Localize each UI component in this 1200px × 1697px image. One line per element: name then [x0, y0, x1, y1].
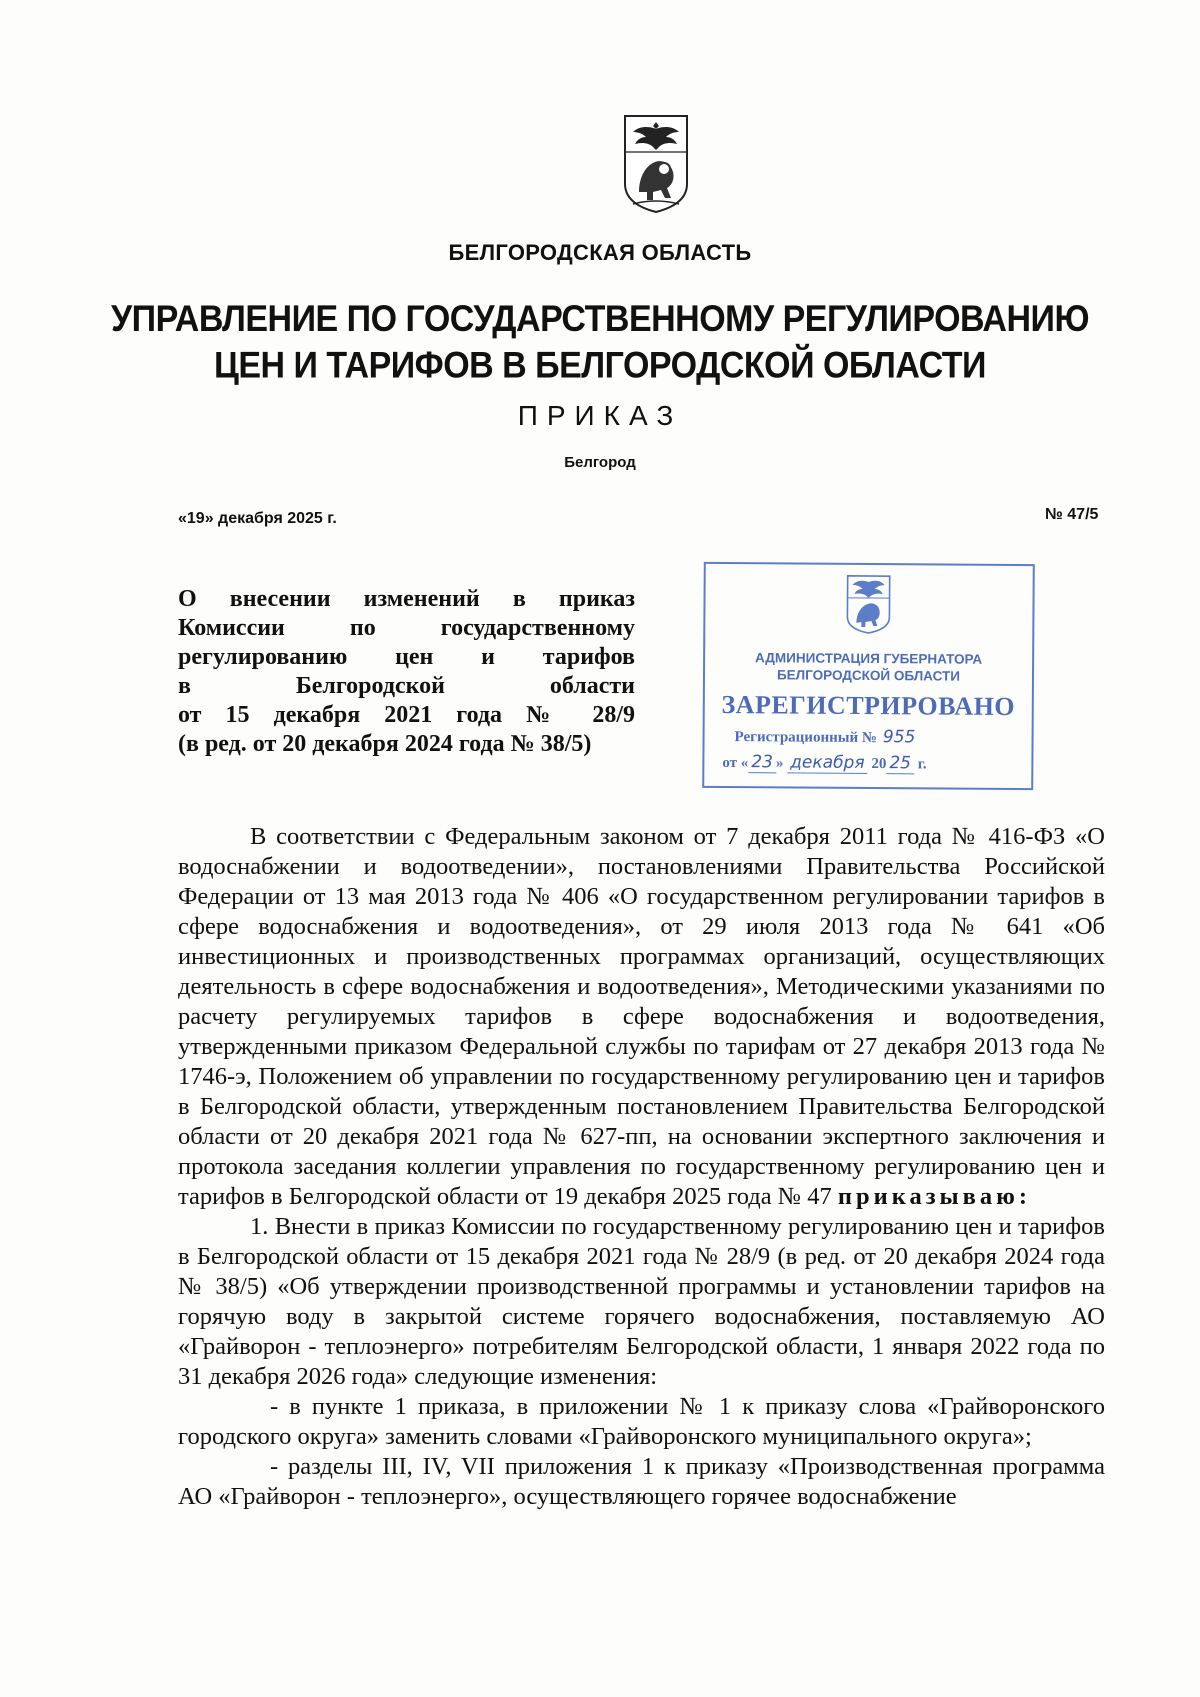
stamp-registration-date	[722, 752, 926, 774]
registration-stamp	[702, 562, 1035, 790]
stamp-reg-label: Регистрационный №	[734, 729, 878, 747]
document-body	[178, 822, 1105, 1512]
document-number: № 47/5	[1045, 506, 1099, 523]
stamp-date-suffix: г.	[917, 756, 927, 773]
subject-line: в Белгородской области	[178, 673, 635, 699]
stamp-date-mid: »	[775, 755, 784, 772]
stamp-date-day-handwritten: 23	[748, 752, 776, 773]
region-label: БЕЛГОРОДСКАЯ ОБЛАСТЬ	[448, 240, 752, 265]
subject-line: регулированию цен и тарифов	[178, 644, 635, 670]
order-keyword: приказываю:	[837, 1183, 1032, 1210]
stamp-title: ЗАРЕГИСТРИРОВАНО	[721, 689, 1016, 722]
stamp-org-line: АДМИНИСТРАЦИЯ ГУБЕРНАТОРА	[755, 650, 983, 667]
authority-title-line: УПРАВЛЕНИЕ ПО ГОСУДАРСТВЕННОМУ РЕГУЛИРОВАНИЮ	[110, 298, 1090, 340]
stamp-reg-number-handwritten: 955	[882, 727, 916, 748]
amendment-bullet: - в пункте 1 приказа, в приложении № 1 к приказу слова «Грайворонского городского округа» заменить словами «Грайворонского муниципального округа»;	[178, 1393, 1105, 1450]
authority-title	[0, 297, 1200, 390]
stamp-registration-number	[735, 726, 916, 747]
coat-of-arms-icon	[619, 112, 693, 214]
preamble-paragraph	[178, 822, 1105, 1212]
authority-title-line: ЦЕН И ТАРИФОВ В БЕЛГОРОДСКОЙ ОБЛАСТИ	[213, 345, 986, 387]
document-type: ПРИКАЗ	[517, 400, 683, 431]
preamble-text: В соответствии с Федеральным законом от 7 декабря 2011 года № 416-ФЗ «О водоснабжении и водоотведении», постановлениями Правительства Российской Федерации от 13 мая 2013 года № 406 «О государственном регулировании тарифов в сфере водоснабжения и водоотведения», от 29 июля 2013 года № 641 «Об инвестиционных и производственных программах организаций, осуществляющих деятельность в сфере водоснабжения и водоотведения», Методическими указаниями по расчету регулируемых тарифов в сфере водоснабжения и водоотведения, утвержденными приказом Федеральной службы по тарифам от 27 декабря 2013 года № 1746-э, Положением об управлении по государственному регулированию цен и тарифов в Белгородской области, утвержденным постановлением Правительства Белгородской области от 20 декабря 2021 года № 627-пп, на основании экспертного заключения и протокола заседания коллегии управления по государственному регулированию цен и тарифов в Белгородской области от 19 декабря 2025 года № 47	[178, 823, 1105, 1210]
subject-line: (в ред. от 20 декабря 2024 года № 38/5)	[178, 731, 592, 757]
stamp-organization	[705, 649, 1032, 685]
document-subject	[178, 585, 635, 759]
document-city: Белгород	[564, 454, 636, 471]
stamp-date-year-prefix: 20	[871, 756, 887, 773]
stamp-date-prefix: от «	[722, 754, 749, 772]
stamp-coat-of-arms-icon	[843, 573, 893, 635]
order-item-1: 1. Внести в приказ Комиссии по государственному регулированию цен и тарифов в Белгородской области от 15 декабря 2021 года № 28/9 (в ред. от 20 декабря 2024 года № 38/5) «Об утверждении производственной программы и установлении тарифов на горячую воду в закрытой системе горячего водоснабжения, поставляемую АО «Грайворон - теплоэнерго» потребителям Белгородской области, 1 января 2022 года по 31 декабря 2026 года» следующие изменения:	[178, 1213, 1105, 1390]
amendment-bullet: - разделы III, IV, VII приложения 1 к приказу «Производственная программа АО «Грайворон - теплоэнерго», осуществляющего горячее водоснабжение	[178, 1453, 1105, 1510]
subject-line: О внесении изменений в приказ	[178, 586, 635, 612]
document-date: «19» декабря 2025 г.	[178, 510, 337, 527]
stamp-date-year-handwritten: 25	[886, 753, 914, 774]
stamp-org-line: БЕЛГОРОДСКОЙ ОБЛАСТИ	[776, 667, 961, 684]
subject-line: от 15 декабря 2021 года № 28/9	[178, 702, 635, 728]
subject-line: Комиссии по государственному	[178, 615, 635, 641]
stamp-date-month-handwritten: декабря	[787, 752, 868, 774]
